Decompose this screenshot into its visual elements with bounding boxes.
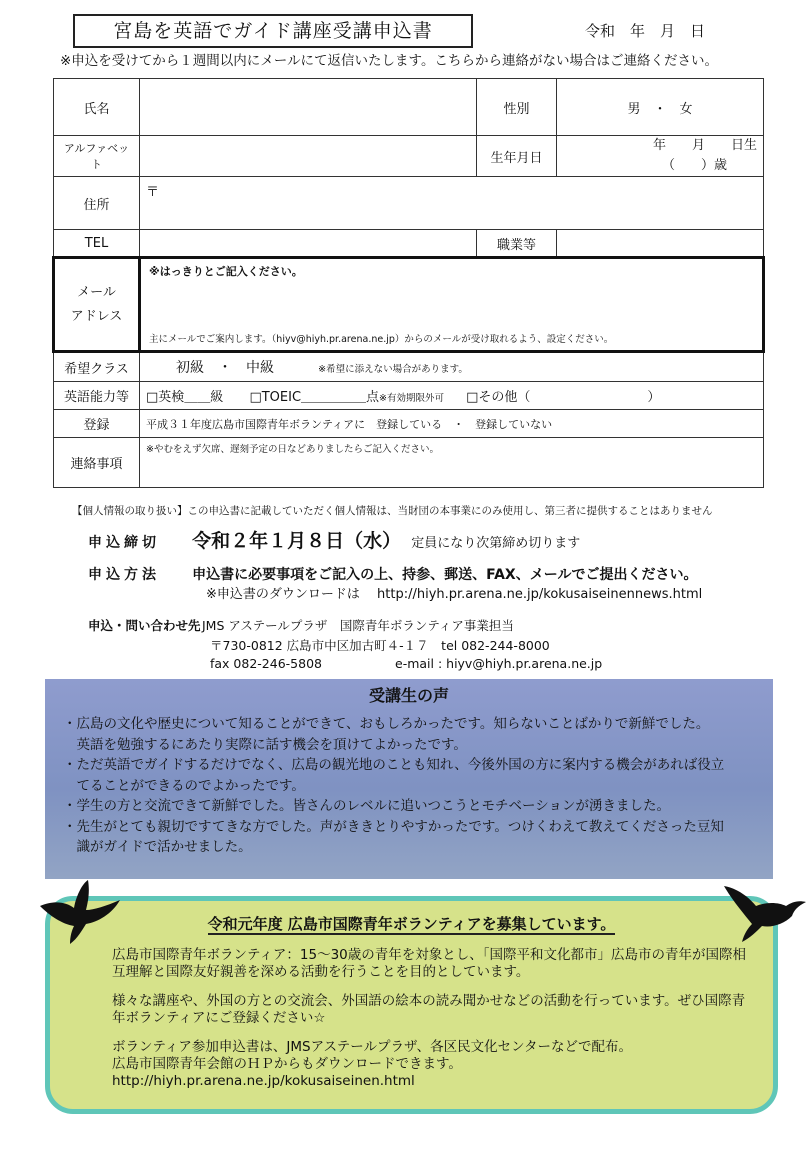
address-field[interactable]	[140, 177, 764, 230]
name-label: 氏名	[54, 79, 140, 136]
volunteer-title	[50, 913, 773, 934]
bird-left-icon	[36, 878, 126, 948]
gender-options[interactable]: 男 ・ 女	[557, 79, 764, 136]
voice-item: 英語を勉強するにあたり実際に話す機会を頂けてよかったです。	[63, 736, 467, 753]
deadline-row	[88, 526, 580, 553]
application-form	[52, 78, 765, 488]
reply-notice: ※申込を受けてから１週間以内にメールにて返信いたします。こちらから連絡がない場合はご連絡ください。	[60, 53, 718, 69]
volunteer-title-text: 令和元年度 広島市国際青年ボランティアを募集しています。	[207, 915, 616, 933]
voice-item: ・ただ英語でガイドするだけでなく、広島の観光地のことも知れ、今後外国の方に案内する機会があれば役立	[63, 757, 725, 773]
bird-right-icon	[722, 880, 808, 944]
privacy-notice: 【個人情報の取り扱い】この申込書に記載していただく個人情報は、当財団の本事業にのみ使用し、第三者に提供することはありません	[72, 505, 713, 517]
gender-label: 性別	[477, 79, 557, 136]
voice-item: 識がガイドで活かせました。	[63, 839, 252, 855]
mail-note: ※はっきりとご記入ください。	[149, 265, 303, 278]
class-note: ※希望に添えない場合があります。	[318, 364, 468, 375]
contact-org: JMS アステールプラザ 国際青年ボランティア事業担当	[202, 618, 514, 633]
volunteer-recruitment	[45, 896, 778, 1114]
contact-notes-hint: ※やむをえず欠席、遅刻予定の日などありましたらご記入ください。	[146, 444, 439, 455]
tel-field[interactable]	[140, 230, 477, 258]
english-field[interactable]	[140, 382, 764, 410]
eiken-checkbox[interactable]: □英検＿＿級	[146, 390, 224, 405]
contact-email[interactable]: e-mail : hiyv@hiyh.pr.arena.ne.jp	[395, 656, 603, 671]
voices-title: 受講生の声	[368, 686, 449, 705]
register-label: 登録	[54, 410, 140, 438]
name-field[interactable]	[140, 79, 477, 136]
mail-label-line1: メール	[77, 284, 116, 300]
method-row	[88, 564, 697, 584]
class-options[interactable]: 初級 ・ 中級	[176, 360, 274, 376]
download-link[interactable]: ※申込書のダウンロードは http://hiyh.pr.arena.ne.jp/kokusaiseinennews.html	[206, 587, 703, 602]
method-label: 申込方法	[88, 567, 160, 583]
register-options[interactable]: 平成３１年度広島市国際青年ボランティアに 登録している ・ 登録していない	[140, 410, 764, 438]
other-checkbox[interactable]: □その他（ ）	[466, 390, 661, 405]
volunteer-para3a: ボランティア参加申込書は、JMSアステールプラザ、各区民文化センターなどで配布。	[112, 1039, 633, 1055]
volunteer-para1: 広島市国際青年ボランティア：15〜30歳の青年を対象とし、「国際平和文化都市」広島市の青年が国際相互理解と国際友好親善を深める活動を行うことを目的としています。	[112, 947, 747, 980]
voice-item: ・先生がとても親切ですてきな方でした。声がききとりやすかったです。つけくわえて教えてくださった豆知	[63, 818, 724, 835]
alphabet-label: アルファベット	[54, 136, 140, 177]
contact-address: 〒730-0812 広島市中区加古町４-１７ tel 082-244-8000	[210, 638, 550, 653]
address-label: 住所	[54, 177, 140, 230]
age-field: （ ）歳	[661, 158, 727, 173]
toeic-note: ※有効期限外可	[379, 393, 444, 404]
mail-label	[54, 258, 140, 352]
birth-label: 生年月日	[477, 136, 557, 177]
job-label: 職業等	[477, 230, 557, 258]
contact-label: 申込・問い合わせ先	[88, 618, 201, 633]
volunteer-para2: 様々な講座や、外国の方との交流会、外国語の絵本の読み聞かせなどの活動を行っています。ぜひ国際青年ボランティアにご登録ください☆	[112, 993, 746, 1026]
student-voices	[45, 679, 773, 879]
contact-notes-field[interactable]	[140, 438, 764, 488]
deadline-date: 令和２年１月８日（水）	[192, 530, 402, 552]
deadline-note: 定員になり次第締め切ります	[411, 536, 581, 551]
method-text: 申込書に必要事項をご記入の上、持参、郵送、FAX、メールでご提出ください。	[192, 567, 698, 583]
tel-label: TEL	[54, 230, 140, 258]
job-field[interactable]	[557, 230, 764, 258]
date-line: 令和 年 月 日	[585, 22, 706, 40]
toeic-checkbox[interactable]: □TOEIC＿＿＿＿＿点	[249, 390, 380, 405]
deadline-label: 申込締切	[88, 535, 160, 551]
birth-field[interactable]	[557, 136, 764, 177]
voices-list	[63, 715, 763, 859]
volunteer-url[interactable]: http://hiyh.pr.arena.ne.jp/kokusaiseinen.html	[112, 1073, 415, 1089]
mail-field[interactable]	[140, 258, 764, 352]
postal-mark: 〒	[146, 185, 160, 200]
form-title: 宮島を英語でガイド講座受講申込書	[73, 14, 473, 48]
contact-notes-label: 連絡事項	[54, 438, 140, 488]
class-field[interactable]	[140, 352, 764, 382]
voice-item: ・学生の方と交流できて新鮮でした。皆さんのレベルに追いつこうとモチベーションが湧きました。	[63, 798, 670, 814]
class-label: 希望クラス	[54, 352, 140, 382]
mail-label-line2: アドレス	[70, 308, 123, 324]
english-label: 英語能力等	[54, 382, 140, 410]
mail-footnote: 主にメールでご案内します。（hiyv@hiyh.pr.arena.ne.jp）からのメールが受け取れるよう、設定ください。	[149, 334, 614, 345]
volunteer-para3b: 広島市国際青年会館のＨＰからもダウンロードできます。	[112, 1056, 462, 1072]
contact-fax: fax 082-246-5808	[210, 656, 322, 671]
volunteer-text	[112, 947, 752, 1090]
alphabet-field[interactable]	[140, 136, 477, 177]
voice-item: てることができるのでよかったです。	[63, 777, 305, 794]
birth-date: 年 月 日生	[652, 138, 757, 153]
voice-item: ・広島の文化や歴史について知ることができて、おもしろかったです。知らないことばかりで新鮮でした。	[63, 716, 710, 732]
